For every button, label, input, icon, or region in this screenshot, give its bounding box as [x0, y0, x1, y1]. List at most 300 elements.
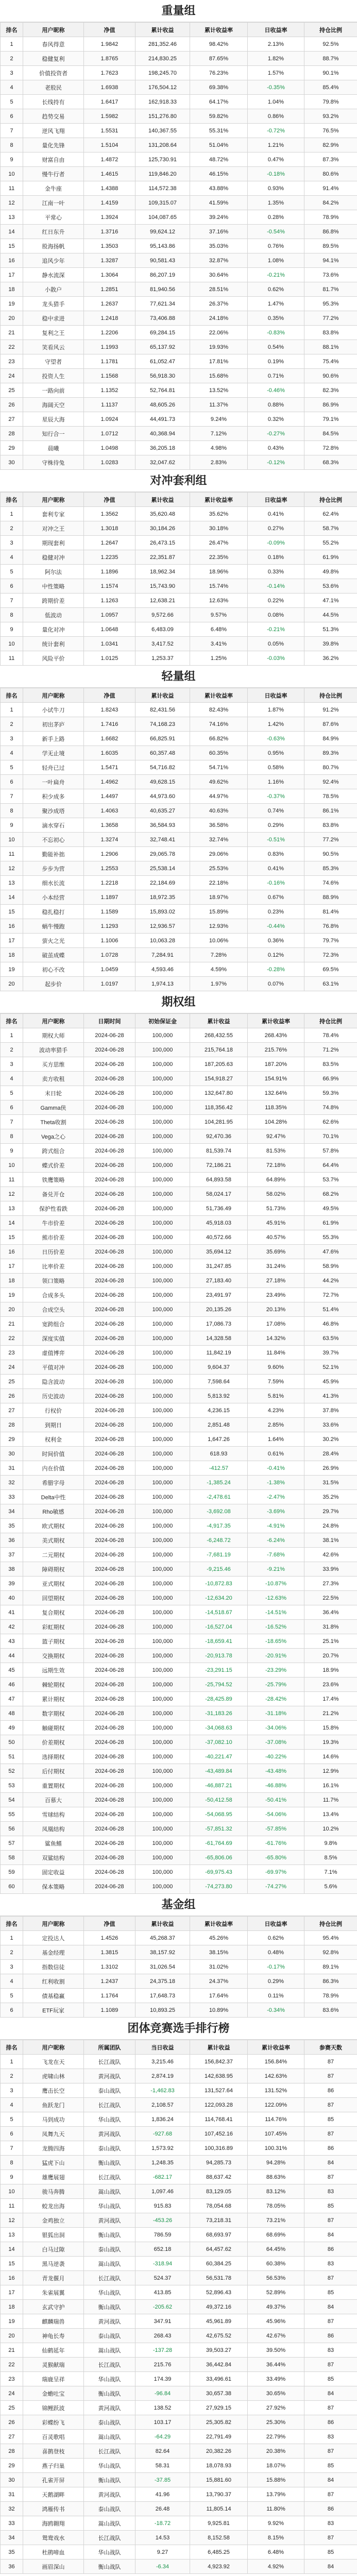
table-cell: 10,893.25 [135, 2003, 190, 2018]
table-cell: 彩蝶纷飞 [23, 2415, 84, 2430]
table-cell: 15 [1, 239, 23, 253]
table-cell: 100,000 [135, 1331, 190, 1346]
table-cell: 0.95% [248, 746, 304, 760]
table-cell: 重置期权 [23, 1778, 84, 1793]
table-cell: 87 [304, 2069, 357, 2083]
table-cell: 23 [1, 2372, 23, 2386]
table-cell: 268,432.55 [190, 1028, 248, 1043]
table-cell: 86 [304, 2502, 357, 2516]
table-cell: 49.37% [248, 2300, 304, 2314]
table-cell: 0.62% [248, 1931, 304, 1945]
table-cell: 35.2% [304, 1490, 357, 1504]
table-cell: 30 [1, 455, 23, 470]
table-cell: -57,851.32 [190, 1822, 248, 1836]
table-cell: 103.17 [135, 2415, 190, 2430]
table-cell: 股海扬帆 [23, 239, 84, 253]
table-cell: 熊市价差 [23, 1230, 84, 1245]
table-cell: 0.28% [248, 210, 304, 225]
table-row [1, 2156, 357, 2170]
section-futures [0, 991, 357, 1894]
table-cell: 7.59% [248, 1375, 304, 1389]
table-cell: 衡山战队 [84, 2300, 135, 2314]
table-cell: 57.8% [304, 1144, 357, 1158]
table-cell: 74.6% [304, 876, 357, 890]
table-cell: -6,248.72 [190, 1533, 248, 1548]
table-cell: 1,097.46 [135, 2184, 190, 2199]
table-cell: 30,184.26 [135, 521, 190, 536]
table-cell: 虎啸山林 [23, 2069, 84, 2083]
column-header: 持仓比例 [304, 23, 357, 37]
table-cell: 2.13% [248, 37, 304, 52]
table-cell: 学无止境 [23, 746, 84, 760]
table-cell: -43,489.84 [190, 1764, 248, 1778]
table-cell: 2024-06-28 [84, 1476, 135, 1490]
table-cell: 100,000 [135, 1634, 190, 1649]
table-cell: 1.4962 [84, 775, 135, 789]
table-cell: 11 [1, 847, 23, 861]
table-cell: 红利收割 [23, 1974, 84, 1989]
table-row [1, 2314, 357, 2329]
column-header: 排名 [1, 23, 23, 37]
table-cell: 16 [1, 253, 23, 268]
table-cell: 1.3064 [84, 268, 135, 282]
table-cell: 1.0957 [84, 608, 135, 622]
table-row [1, 1115, 357, 1129]
table-cell: 6.48% [248, 2545, 304, 2560]
table-cell: 85.3% [304, 861, 357, 876]
table-cell: 154.91% [248, 1072, 304, 1086]
table-cell: -682.17 [135, 2170, 190, 2184]
column-header: 累计收益 [135, 493, 190, 507]
table-cell: 0.54% [248, 340, 304, 354]
table-cell: 86,207.19 [135, 268, 190, 282]
table-cell: 19 [1, 962, 23, 977]
table-cell: 2024-06-28 [84, 1750, 135, 1764]
table-row [1, 594, 357, 608]
table-cell: 69.5% [304, 962, 357, 977]
table-cell: 2024-06-28 [84, 1677, 135, 1692]
table-cell: 268.43% [248, 1028, 304, 1043]
table-cell: 51 [1, 1750, 23, 1764]
table-cell: 34 [1, 1504, 23, 1519]
table-cell: 85 [304, 2285, 357, 2300]
table-cell: 1.3274 [84, 833, 135, 847]
table-cell: 1.4159 [84, 196, 135, 210]
table-cell: 48 [1, 1706, 23, 1721]
table-cell: 1.3815 [84, 1945, 135, 1960]
table-row [1, 138, 357, 152]
column-header: 日收益率 [248, 688, 304, 703]
table-cell: 44,491.73 [135, 412, 190, 427]
table-cell: 119,846.20 [135, 167, 190, 181]
table-cell: 1,573.92 [135, 2141, 190, 2156]
table-cell: 12,936.57 [135, 919, 190, 934]
table-cell: 39 [1, 1577, 23, 1591]
table-cell: 触碰期权 [23, 1721, 84, 1735]
table-cell: 1.1137 [84, 398, 135, 412]
table-cell: 66.9% [304, 1072, 357, 1086]
table-row [1, 2141, 357, 2156]
table-cell: 100,000 [135, 1865, 190, 1879]
table-cell: 篮子期权 [23, 1634, 84, 1649]
table-row [1, 2112, 357, 2127]
table-cell: 1.1764 [84, 1989, 135, 2003]
table-cell: 39.7% [304, 1346, 357, 1360]
table-cell: 0.08% [248, 608, 304, 622]
table-cell: 1.35% [248, 196, 304, 210]
table-cell: 13.52% [190, 383, 248, 398]
table-cell: 一路向前 [23, 383, 84, 398]
table-cell: 33 [1, 2516, 23, 2531]
table-cell: 9,572.66 [135, 608, 190, 622]
table-row [1, 1389, 357, 1403]
table-row [1, 1620, 357, 1634]
table-cell: 27 [1, 1403, 23, 1418]
table-cell: 100,000 [135, 1360, 190, 1375]
table-cell: 8.15% [248, 2531, 304, 2545]
table-row [1, 962, 357, 977]
table-cell: 7 [1, 594, 23, 608]
table-row [1, 2257, 357, 2271]
table-row [1, 1346, 357, 1360]
table-cell: -2.47% [248, 1490, 304, 1504]
table-cell: 31.5% [304, 1476, 357, 1490]
table-cell: Rho敏感 [23, 1504, 84, 1519]
table-cell: 90.5% [304, 847, 357, 861]
table-cell: 1.0924 [84, 412, 135, 427]
table-cell: 14.6% [304, 1750, 357, 1764]
table-row [1, 2343, 357, 2358]
table-row [1, 905, 357, 919]
table-cell: 1.2218 [84, 876, 135, 890]
column-header: 排名 [1, 493, 23, 507]
table-cell: 2024-06-28 [84, 1533, 135, 1548]
table-row [1, 181, 357, 196]
table-cell: 4 [1, 2098, 23, 2112]
table-cell: -46,887.21 [190, 1778, 248, 1793]
table-cell: 21 [1, 2343, 23, 2358]
table-cell: 11.37% [190, 398, 248, 412]
table-cell: 89.1% [304, 1960, 357, 1974]
table-cell: 156,842.37 [190, 2055, 248, 2069]
table-cell: 14,328.58 [190, 1331, 248, 1346]
table-cell: 量化对冲 [23, 622, 84, 637]
table-cell: 100,000 [135, 1302, 190, 1317]
table-cell: 1.97% [190, 977, 248, 991]
table-cell: 52,896.43 [190, 2285, 248, 2300]
table-row [1, 354, 357, 369]
table-cell: 1.4388 [84, 181, 135, 196]
table-cell: 35.69% [248, 1245, 304, 1259]
table-cell: 10 [1, 1158, 23, 1173]
table-cell: 64,457.62 [190, 2242, 248, 2257]
table-cell: 109,315.07 [135, 196, 190, 210]
table-cell: 60,384.25 [190, 2257, 248, 2271]
table-cell: 11 [1, 2199, 23, 2213]
table-cell: 36,205.18 [135, 441, 190, 455]
table-cell: 2 [1, 521, 23, 536]
table-cell: 85 [304, 2112, 357, 2127]
table-cell: 27.18% [248, 1274, 304, 1288]
table-cell: 衡山战队 [84, 2386, 135, 2401]
table-cell: -7.68% [248, 1548, 304, 1562]
table-cell: 华山战队 [84, 2545, 135, 2560]
table-cell: 2 [1, 1043, 23, 1057]
table-cell: 1.1293 [84, 919, 135, 934]
table-cell: 黄河战队 [84, 2487, 135, 2502]
table-cell: 18.97% [190, 890, 248, 905]
table-cell: 138.52 [135, 2401, 190, 2415]
table-cell: 12 [1, 1187, 23, 1201]
table-row [1, 412, 357, 427]
table-cell: 45.9% [304, 1375, 357, 1389]
table-cell: 1.1006 [84, 934, 135, 948]
table-row [1, 109, 357, 124]
table-header-row [1, 493, 357, 507]
table-cell: 1 [1, 2055, 23, 2069]
table-cell: 1.1993 [84, 340, 135, 354]
table-cell: 70.1% [304, 1129, 357, 1144]
table-cell: 44 [1, 1649, 23, 1663]
table-cell: 31.02% [190, 1960, 248, 1974]
table-cell: 58.7% [304, 521, 357, 536]
table-cell: 2 [1, 1945, 23, 1960]
table-row [1, 1403, 357, 1418]
column-header: 日期时间 [84, 1014, 135, 1028]
table-cell: 2024-06-28 [84, 1865, 135, 1879]
table-row [1, 1533, 357, 1548]
table-cell: -69,975.43 [190, 1865, 248, 1879]
table-cell: -61.76% [248, 1836, 304, 1851]
table-cell: 18.07% [248, 2459, 304, 2473]
table-row [1, 2228, 357, 2242]
table-cell: 2024-06-28 [84, 1577, 135, 1591]
table-cell: 60,357.48 [135, 746, 190, 760]
table-cell: 期现套利 [23, 536, 84, 550]
table-cell: 3,417.52 [135, 637, 190, 651]
table-cell: -46.88% [248, 1778, 304, 1793]
table-cell: 0.88% [248, 398, 304, 412]
table-cell: 14 [1, 225, 23, 239]
table-cell: 双鲨结构 [23, 1851, 84, 1865]
table-row [1, 383, 357, 398]
table-cell: 22 [1, 340, 23, 354]
table-row [1, 1822, 357, 1836]
table-cell: 35,694.12 [190, 1245, 248, 1259]
table-cell: 41 [1, 1605, 23, 1620]
column-header: 累计收益 [135, 23, 190, 37]
table-cell: ETF玩家 [23, 2003, 84, 2018]
table-cell: 慢牛行者 [23, 167, 84, 181]
table-cell: 30,657.38 [190, 2386, 248, 2401]
table-cell: 嵩山战队 [84, 2184, 135, 2199]
table-cell: 81.53% [248, 1144, 304, 1158]
table-cell: -25,794.52 [190, 1677, 248, 1692]
table-cell: 94.28% [248, 2156, 304, 2170]
table-cell: 1.7416 [84, 717, 135, 732]
table-row [1, 1750, 357, 1764]
table-cell: 83.8% [304, 818, 357, 833]
table-cell: 132,647.80 [190, 1086, 248, 1100]
table-cell: 17.4% [304, 1692, 357, 1706]
table-cell: 9.24% [190, 412, 248, 427]
table-cell: 蛟龙出海 [23, 2199, 84, 2213]
table-cell: 深度实值 [23, 1331, 84, 1346]
table-row [1, 818, 357, 833]
table-cell: 价值投资者 [23, 66, 84, 80]
table-cell: 13 [1, 876, 23, 890]
table-cell: 1.0498 [84, 441, 135, 455]
table-cell: 100,000 [135, 1836, 190, 1851]
table-cell: 10 [1, 637, 23, 651]
table-cell: -96.84 [135, 2386, 190, 2401]
table-cell: 5 [1, 1086, 23, 1100]
table-cell: 81,539.74 [190, 1144, 248, 1158]
table-row [1, 2401, 357, 2415]
table-cell: 2024-06-28 [84, 1490, 135, 1504]
table-cell: 14 [1, 890, 23, 905]
table-cell: 83 [304, 2516, 357, 2531]
table-row [1, 2444, 357, 2459]
table-cell: 聚沙成塔 [23, 804, 84, 818]
table-cell: 32.87% [190, 253, 248, 268]
table-cell: 16 [1, 2271, 23, 2285]
table-cell: 2024-06-28 [84, 1591, 135, 1605]
table-cell: 215.76 [135, 2358, 190, 2372]
table-cell: 3 [1, 66, 23, 80]
table-cell: 100,000 [135, 1822, 190, 1836]
table-cell: 3 [1, 2083, 23, 2098]
table-row [1, 1945, 357, 1960]
table-row [1, 521, 357, 536]
table-cell: 29 [1, 1432, 23, 1447]
table-cell: 2024-06-28 [84, 1158, 135, 1173]
table-cell: 雪球结构 [23, 1807, 84, 1822]
table-cell: 细水长流 [23, 876, 84, 890]
table-cell: 19 [1, 1288, 23, 1302]
table-row [1, 2271, 357, 2285]
table-cell: 2024-06-28 [84, 1721, 135, 1735]
table-cell: 锦鲤跃波 [23, 2401, 84, 2415]
table-cell: 4,923.92 [190, 2560, 248, 2574]
table-cell: 20 [1, 2329, 23, 2343]
table-cell: 2.85% [248, 1418, 304, 1432]
table-cell: 宽跨组合 [23, 1317, 84, 1331]
table-cell: 江南一叶 [23, 196, 84, 210]
table-cell: -23,291.15 [190, 1663, 248, 1677]
table-cell: -1.38% [248, 1476, 304, 1490]
table-cell: 86.8% [304, 225, 357, 239]
table-cell: 8,152.58 [190, 2531, 248, 2545]
table-row [1, 268, 357, 282]
table-cell: 12.9% [304, 1764, 357, 1778]
table-cell: 23 [1, 1346, 23, 1360]
table-cell: 100,000 [135, 1750, 190, 1764]
table-cell: 26.47% [190, 536, 248, 550]
table-cell: 29 [1, 441, 23, 455]
table-cell: 51.3% [304, 622, 357, 637]
table-row [1, 2199, 357, 2213]
table-cell: 0.11% [248, 1989, 304, 2003]
table-cell: 6 [1, 579, 23, 594]
table-cell: -4.91% [248, 1519, 304, 1533]
table-cell: 3 [1, 536, 23, 550]
table-cell: 0.18% [248, 550, 304, 565]
table-cell: 84.9% [304, 732, 357, 746]
table-cell: -12.63% [248, 1591, 304, 1605]
table-cell: 15 [1, 905, 23, 919]
table-cell: 泰山战队 [84, 2083, 135, 2098]
table-cell: 31,247.85 [190, 1259, 248, 1274]
table-cell: 1,836.24 [135, 2112, 190, 2127]
table-cell: 2024-06-28 [84, 1302, 135, 1317]
column-header: 排名 [1, 1014, 23, 1028]
table-cell: 49,372.16 [190, 2300, 248, 2314]
table-cell: -54,068.95 [190, 1807, 248, 1822]
table-cell: 81,940.56 [135, 282, 190, 297]
table-cell: -65.80% [248, 1851, 304, 1865]
table-cell: 燕子归巢 [23, 2459, 84, 2473]
table-cell: 54 [1, 1793, 23, 1807]
table-cell: 1.5531 [84, 124, 135, 138]
table-cell: -40.22% [248, 1750, 304, 1764]
table-cell: 100,000 [135, 1793, 190, 1807]
table-cell: 24.37% [190, 1974, 248, 1989]
table-cell: 华山战队 [84, 2285, 135, 2300]
table-cell: -412.57 [190, 1461, 248, 1476]
table-cell: 51,736.49 [190, 1201, 248, 1216]
table-row [1, 1721, 357, 1735]
table-cell: 10.2% [304, 1822, 357, 1836]
table-cell: 24.8% [304, 1519, 357, 1533]
table-cell: 9 [1, 818, 23, 833]
table-cell: -9,215.46 [190, 1562, 248, 1577]
table-cell: 15.88% [248, 2473, 304, 2487]
table-cell: 0.74% [248, 804, 304, 818]
table-cell: 89.5% [304, 239, 357, 253]
table-cell: 131.52% [248, 2083, 304, 2098]
table-cell: 39,503.27 [190, 2343, 248, 2358]
table-header-row [1, 1917, 357, 1931]
table-cell: 49.8% [304, 565, 357, 579]
table-cell: 0.67% [248, 890, 304, 905]
table-cell: 58.02% [248, 1187, 304, 1201]
section-hedge [0, 470, 357, 666]
table-cell: 套利专家 [23, 507, 84, 521]
table-cell: 欧式期权 [23, 1519, 84, 1533]
table-cell: 4,593.46 [135, 962, 190, 977]
table-cell: 时间价值 [23, 1447, 84, 1461]
table-cell: 11,805.14 [190, 2502, 248, 2516]
table-cell: 58.31 [135, 2459, 190, 2473]
table-row [1, 507, 357, 521]
table-cell: 1.3716 [84, 225, 135, 239]
table-cell: 60 [1, 1879, 23, 1894]
table-row [1, 2055, 357, 2069]
table-cell: 104,087.65 [135, 210, 190, 225]
table-cell: 72.3% [304, 948, 357, 962]
table-cell: 13,790.37 [190, 2487, 248, 2502]
table-row [1, 1836, 357, 1851]
table-cell: 35 [1, 2545, 23, 2560]
table-cell: 凤凰结构 [23, 1822, 84, 1836]
table-cell: 31 [1, 2487, 23, 2502]
table-cell: 6 [1, 2003, 23, 2018]
table-cell: 86.9% [304, 398, 357, 412]
table-cell: -0.17% [248, 1960, 304, 1974]
table-cell: 83,129.05 [190, 2184, 248, 2199]
table-row [1, 1302, 357, 1317]
